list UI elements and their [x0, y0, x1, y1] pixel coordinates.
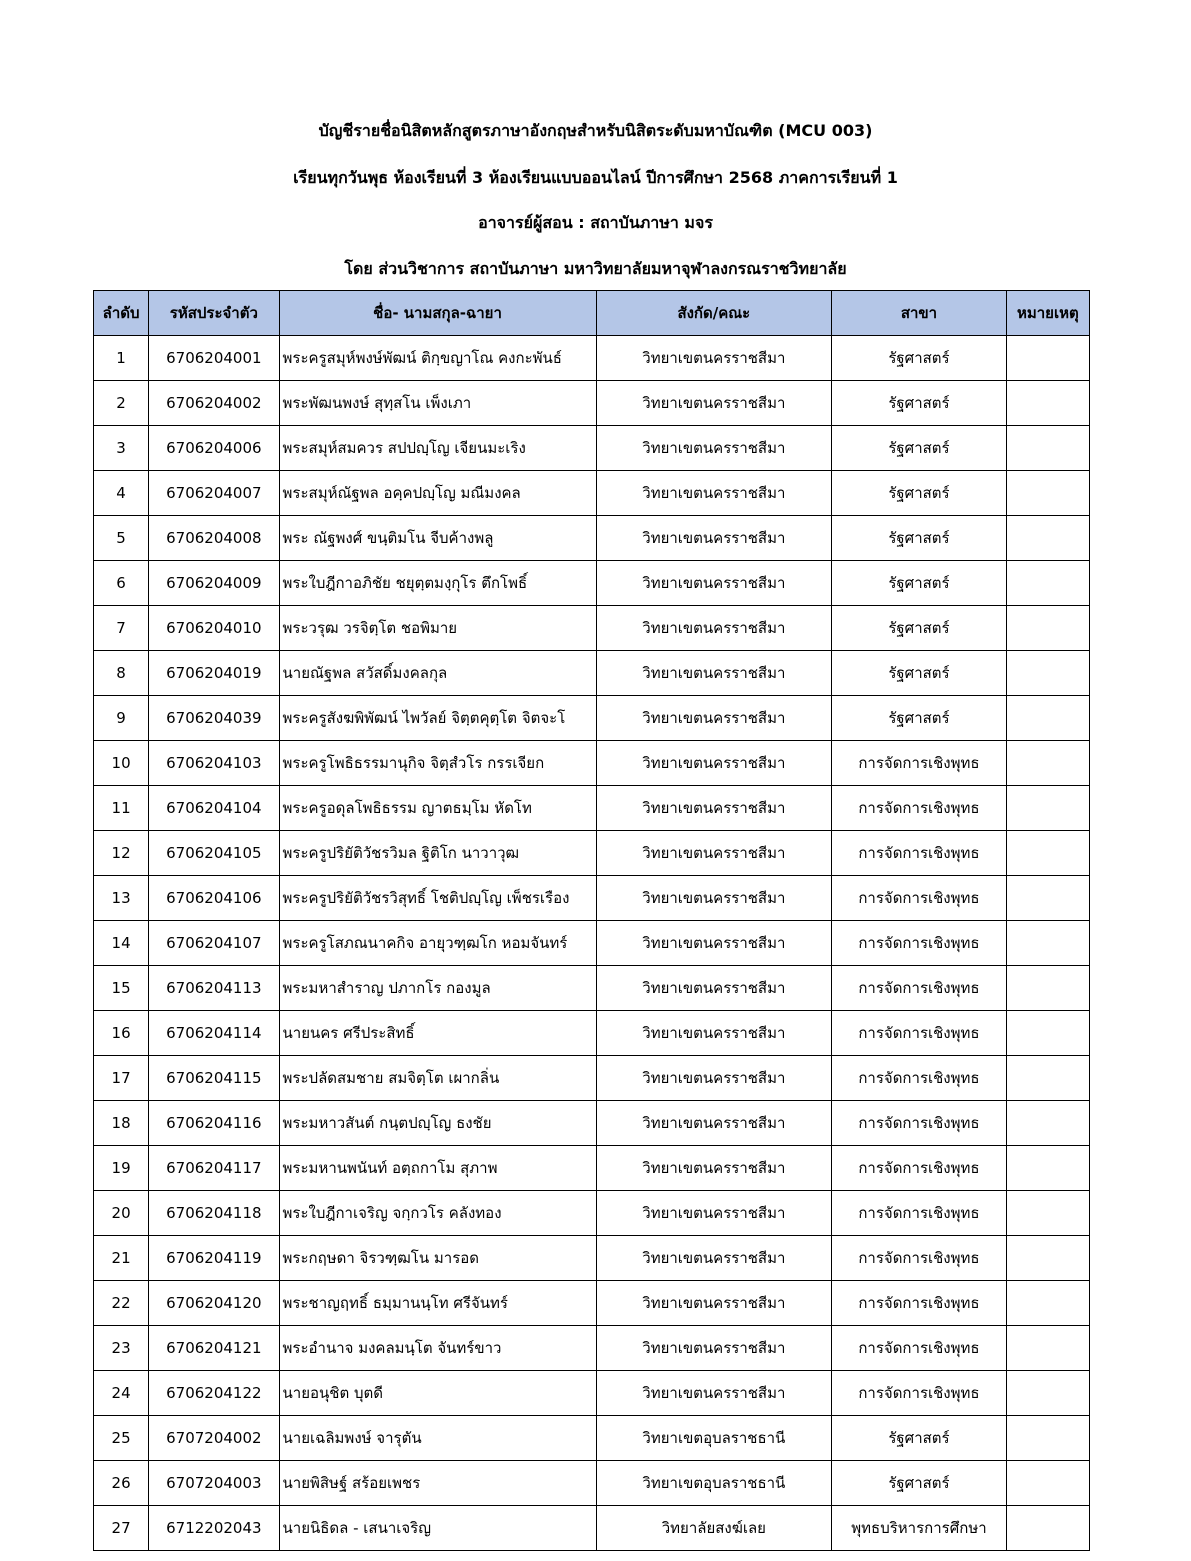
cell-remarks [1006, 426, 1089, 471]
cell-student-id: 6706204039 [149, 696, 279, 741]
cell-major: รัฐศาสตร์ [832, 696, 1007, 741]
cell-faculty: วิทยาเขตนครราชสีมา [596, 1326, 832, 1371]
table-row [94, 651, 1090, 696]
cell-student-id: 6706204121 [149, 1326, 279, 1371]
cell-major: รัฐศาสตร์ [832, 1416, 1007, 1461]
cell-student-id: 6706204106 [149, 876, 279, 921]
cell-major: การจัดการเชิงพุทธ [832, 1281, 1007, 1326]
cell-student-id: 6706204009 [149, 561, 279, 606]
table-row [94, 516, 1090, 561]
cell-remarks [1006, 1101, 1089, 1146]
table-row [94, 336, 1090, 381]
cell-major: การจัดการเชิงพุทธ [832, 1011, 1007, 1056]
cell-number: 2 [94, 381, 149, 426]
cell-number: 23 [94, 1326, 149, 1371]
cell-student-id: 6706204114 [149, 1011, 279, 1056]
table-row [94, 876, 1090, 921]
cell-name: พระกฤษดา จิรวฑฺฒโน มารอด [279, 1236, 596, 1281]
cell-name: พระวรุฒ วรจิตฺโต ชอพิมาย [279, 606, 596, 651]
table-row [94, 1236, 1090, 1281]
cell-faculty: วิทยาเขตนครราชสีมา [596, 606, 832, 651]
cell-student-id: 6706204001 [149, 336, 279, 381]
cell-name: พระสมุห์ณัฐพล อคฺคปญฺโญ มณีมงคล [279, 471, 596, 516]
cell-student-id: 6706204002 [149, 381, 279, 426]
cell-faculty: วิทยาเขตนครราชสีมา [596, 1101, 832, 1146]
cell-student-id: 6706204119 [149, 1236, 279, 1281]
cell-name: พระใบฎีกาอภิชัย ชยุตฺตมงฺกุโร ตึกโพธิ์ [279, 561, 596, 606]
cell-faculty: วิทยาเขตอุบลราชธานี [596, 1416, 832, 1461]
cell-faculty: วิทยาเขตนครราชสีมา [596, 831, 832, 876]
cell-number: 12 [94, 831, 149, 876]
cell-remarks [1006, 1371, 1089, 1416]
cell-name: พระครูสังฆพิพัฒน์ ไพวัลย์ จิตฺตคุตฺโต จิตจะโ [279, 696, 596, 741]
cell-faculty: วิทยาเขตนครราชสีมา [596, 516, 832, 561]
cell-faculty: วิทยาเขตนครราชสีมา [596, 1011, 832, 1056]
cell-name: พระครูโพธิธรรมานุกิจ จิตฺสํวโร กรรเจียก [279, 741, 596, 786]
cell-number: 16 [94, 1011, 149, 1056]
table-row [94, 381, 1090, 426]
cell-number: 26 [94, 1461, 149, 1506]
cell-remarks [1006, 1416, 1089, 1461]
cell-remarks [1006, 561, 1089, 606]
cell-name: พระปลัดสมชาย สมจิตฺโต เผากลิ่น [279, 1056, 596, 1101]
cell-remarks [1006, 1281, 1089, 1326]
cell-number: 20 [94, 1191, 149, 1236]
cell-faculty: วิทยาเขตนครราชสีมา [596, 381, 832, 426]
cell-number: 9 [94, 696, 149, 741]
cell-remarks [1006, 516, 1089, 561]
cell-faculty: วิทยาเขตนครราชสีมา [596, 426, 832, 471]
cell-faculty: วิทยาเขตนครราชสีมา [596, 921, 832, 966]
cell-faculty: วิทยาเขตนครราชสีมา [596, 966, 832, 1011]
table-row [94, 1326, 1090, 1371]
student-roster-table [93, 290, 1090, 1551]
cell-faculty: วิทยาเขตนครราชสีมา [596, 1281, 832, 1326]
cell-faculty: วิทยาเขตนครราชสีมา [596, 1371, 832, 1416]
cell-major: การจัดการเชิงพุทธ [832, 1056, 1007, 1101]
column-header-name: ชื่อ- นามสกุล-ฉายา [279, 291, 596, 336]
cell-faculty: วิทยาเขตนครราชสีมา [596, 336, 832, 381]
cell-number: 24 [94, 1371, 149, 1416]
cell-major: การจัดการเชิงพุทธ [832, 1101, 1007, 1146]
table-row [94, 1191, 1090, 1236]
cell-name: พระชาญฤทธิ์ ธมฺมานนฺโท ศรีจันทร์ [279, 1281, 596, 1326]
cell-name: พระครูสมุห์พงษ์พัฒน์ ติกฺขญาโณ คงกะพันธ์ [279, 336, 596, 381]
cell-major: การจัดการเชิงพุทธ [832, 741, 1007, 786]
cell-name: พระ ณัฐพงศ์ ขนฺติมโน จีบค้างพลู [279, 516, 596, 561]
cell-name: นายนคร ศรีประสิทธิ์ [279, 1011, 596, 1056]
cell-number: 19 [94, 1146, 149, 1191]
table-row [94, 741, 1090, 786]
cell-name: นายณัฐพล สวัสดิ์มงคลกุล [279, 651, 596, 696]
table-header-row [94, 291, 1090, 336]
cell-name: นายพิสิษฐ์ สร้อยเพชร [279, 1461, 596, 1506]
cell-remarks [1006, 1011, 1089, 1056]
cell-student-id: 6706204122 [149, 1371, 279, 1416]
cell-student-id: 6706204104 [149, 786, 279, 831]
cell-name: พระสมุห์สมควร สปปญฺโญ เจียนมะเริง [279, 426, 596, 471]
cell-number: 18 [94, 1101, 149, 1146]
cell-major: การจัดการเชิงพุทธ [832, 921, 1007, 966]
cell-student-id: 6706204008 [149, 516, 279, 561]
cell-faculty: วิทยาเขตนครราชสีมา [596, 696, 832, 741]
cell-major: รัฐศาสตร์ [832, 516, 1007, 561]
cell-student-id: 6706204105 [149, 831, 279, 876]
cell-major: รัฐศาสตร์ [832, 561, 1007, 606]
table-row [94, 1461, 1090, 1506]
cell-remarks [1006, 1146, 1089, 1191]
cell-remarks [1006, 336, 1089, 381]
cell-student-id: 6706204113 [149, 966, 279, 1011]
cell-faculty: วิทยาเขตอุบลราชธานี [596, 1461, 832, 1506]
issuer-line: โดย ส่วนวิชาการ สถาบันภาษา มหาวิทยาลัยมหาจุฬาลงกรณราชวิทยาลัย [344, 259, 847, 278]
table-row [94, 921, 1090, 966]
cell-number: 25 [94, 1416, 149, 1461]
cell-name: พระครูปริยัติวัชรวิสุทธิ์ โชติปญฺโญ เพ็ชรเรือง [279, 876, 596, 921]
cell-student-id: 6706204007 [149, 471, 279, 516]
cell-remarks [1006, 741, 1089, 786]
table-row [94, 1011, 1090, 1056]
cell-remarks [1006, 966, 1089, 1011]
cell-major: รัฐศาสตร์ [832, 381, 1007, 426]
cell-number: 14 [94, 921, 149, 966]
cell-faculty: วิทยาเขตนครราชสีมา [596, 1191, 832, 1236]
cell-student-id: 6706204103 [149, 741, 279, 786]
table-row [94, 471, 1090, 516]
cell-student-id: 6706204120 [149, 1281, 279, 1326]
table-row [94, 1101, 1090, 1146]
cell-major: รัฐศาสตร์ [832, 651, 1007, 696]
cell-remarks [1006, 921, 1089, 966]
cell-student-id: 6706204019 [149, 651, 279, 696]
cell-major: การจัดการเชิงพุทธ [832, 1326, 1007, 1371]
cell-student-id: 6706204116 [149, 1101, 279, 1146]
cell-number: 7 [94, 606, 149, 651]
cell-student-id: 6706204107 [149, 921, 279, 966]
cell-major: การจัดการเชิงพุทธ [832, 966, 1007, 1011]
cell-remarks [1006, 1506, 1089, 1551]
cell-name: พระใบฎีกาเจริญ จกฺกวโร คลังทอง [279, 1191, 596, 1236]
table-row [94, 561, 1090, 606]
column-header-student-id: รหัสประจำตัว [149, 291, 279, 336]
table-row [94, 966, 1090, 1011]
table-row [94, 786, 1090, 831]
cell-number: 8 [94, 651, 149, 696]
cell-faculty: วิทยาเขตนครราชสีมา [596, 651, 832, 696]
cell-major: การจัดการเชิงพุทธ [832, 831, 1007, 876]
column-header-major: สาขา [832, 291, 1007, 336]
table-row [94, 1371, 1090, 1416]
cell-faculty: วิทยาเขตนครราชสีมา [596, 561, 832, 606]
cell-number: 21 [94, 1236, 149, 1281]
cell-remarks [1006, 651, 1089, 696]
cell-name: พระครูปริยัติวัชรวิมล ฐิติโก นาวาวุฒ [279, 831, 596, 876]
cell-remarks [1006, 696, 1089, 741]
cell-student-id: 6706204117 [149, 1146, 279, 1191]
cell-remarks [1006, 606, 1089, 651]
cell-major: รัฐศาสตร์ [832, 471, 1007, 516]
cell-major: การจัดการเชิงพุทธ [832, 876, 1007, 921]
table-row [94, 1506, 1090, 1551]
cell-remarks [1006, 786, 1089, 831]
table-row [94, 1416, 1090, 1461]
cell-student-id: 6706204010 [149, 606, 279, 651]
cell-student-id: 6706204118 [149, 1191, 279, 1236]
cell-name: พระอำนาจ มงคลมนฺโต จันทร์ขาว [279, 1326, 596, 1371]
cell-major: รัฐศาสตร์ [832, 426, 1007, 471]
table-row [94, 1281, 1090, 1326]
table-body [94, 336, 1090, 1551]
cell-major: รัฐศาสตร์ [832, 606, 1007, 651]
cell-name: พระมหาสำราญ ปภากโร กองมูล [279, 966, 596, 1011]
cell-number: 3 [94, 426, 149, 471]
cell-number: 6 [94, 561, 149, 606]
cell-name: นายอนุชิต บุตดี [279, 1371, 596, 1416]
instructor-line: อาจารย์ผู้สอน : สถาบันภาษา มจร [478, 213, 713, 232]
table-row [94, 831, 1090, 876]
cell-faculty: วิทยาเขตนครราชสีมา [596, 1236, 832, 1281]
cell-name: นายนิธิดล - เสนาเจริญ [279, 1506, 596, 1551]
cell-faculty: วิทยาเขตนครราชสีมา [596, 786, 832, 831]
cell-major: การจัดการเชิงพุทธ [832, 1146, 1007, 1191]
table-row [94, 606, 1090, 651]
cell-major: การจัดการเชิงพุทธ [832, 1191, 1007, 1236]
cell-name: พระพัฒนพงษ์ สุทฺสโน เพ็งเภา [279, 381, 596, 426]
column-header-remarks: หมายเหตุ [1006, 291, 1089, 336]
cell-student-id: 6707204002 [149, 1416, 279, 1461]
cell-remarks [1006, 381, 1089, 426]
cell-faculty: วิทยาเขตนครราชสีมา [596, 876, 832, 921]
cell-remarks [1006, 876, 1089, 921]
cell-faculty: วิทยาเขตนครราชสีมา [596, 1056, 832, 1101]
cell-number: 27 [94, 1506, 149, 1551]
cell-number: 22 [94, 1281, 149, 1326]
cell-number: 4 [94, 471, 149, 516]
cell-number: 15 [94, 966, 149, 1011]
cell-major: การจัดการเชิงพุทธ [832, 1371, 1007, 1416]
cell-number: 5 [94, 516, 149, 561]
column-header-number: ลำดับ [94, 291, 149, 336]
cell-remarks [1006, 471, 1089, 516]
cell-remarks [1006, 1461, 1089, 1506]
cell-number: 10 [94, 741, 149, 786]
cell-number: 17 [94, 1056, 149, 1101]
cell-faculty: วิทยาเขตนครราชสีมา [596, 471, 832, 516]
cell-remarks [1006, 1326, 1089, 1371]
cell-faculty: วิทยาเขตนครราชสีมา [596, 1146, 832, 1191]
cell-name: พระมหาวสันต์ กนฺตปญฺโญ ธงชัย [279, 1101, 596, 1146]
cell-name: นายเฉลิมพงษ์ จารุตัน [279, 1416, 596, 1461]
cell-student-id: 6706204006 [149, 426, 279, 471]
cell-number: 11 [94, 786, 149, 831]
cell-major: การจัดการเชิงพุทธ [832, 1236, 1007, 1281]
class-schedule-line: เรียนทุกวันพุธ ห้องเรียนที่ 3 ห้องเรียนแบบออนไลน์ ปีการศึกษา 2568 ภาคการเรียนที่ 1 [293, 168, 898, 187]
column-header-faculty: สังกัด/คณะ [596, 291, 832, 336]
cell-major: รัฐศาสตร์ [832, 1461, 1007, 1506]
cell-name: พระครูอดุลโพธิธรรม ญาตธมฺโม หัดโท [279, 786, 596, 831]
table-row [94, 426, 1090, 471]
table-row [94, 696, 1090, 741]
cell-remarks [1006, 1236, 1089, 1281]
cell-major: รัฐศาสตร์ [832, 336, 1007, 381]
cell-remarks [1006, 1056, 1089, 1101]
cell-student-id: 6707204003 [149, 1461, 279, 1506]
cell-name: พระครูโสภณนาคกิจ อายุวฑฺฒโก หอมจันทร์ [279, 921, 596, 966]
cell-faculty: วิทยาลัยสงฆ์เลย [596, 1506, 832, 1551]
cell-number: 1 [94, 336, 149, 381]
cell-student-id: 6712202043 [149, 1506, 279, 1551]
cell-remarks [1006, 831, 1089, 876]
cell-faculty: วิทยาเขตนครราชสีมา [596, 741, 832, 786]
cell-major: การจัดการเชิงพุทธ [832, 786, 1007, 831]
table-row [94, 1056, 1090, 1101]
cell-remarks [1006, 1191, 1089, 1236]
cell-number: 13 [94, 876, 149, 921]
cell-major: พุทธบริหารการศึกษา [832, 1506, 1007, 1551]
cell-name: พระมหานพนันท์ อตฺถกาโม สุภาพ [279, 1146, 596, 1191]
table-row [94, 1146, 1090, 1191]
cell-student-id: 6706204115 [149, 1056, 279, 1101]
document-title: บัญชีรายชื่อนิสิตหลักสูตรภาษาอังกฤษสำหรับนิสิตระดับมหาบัณฑิต (MCU 003) [318, 121, 873, 140]
